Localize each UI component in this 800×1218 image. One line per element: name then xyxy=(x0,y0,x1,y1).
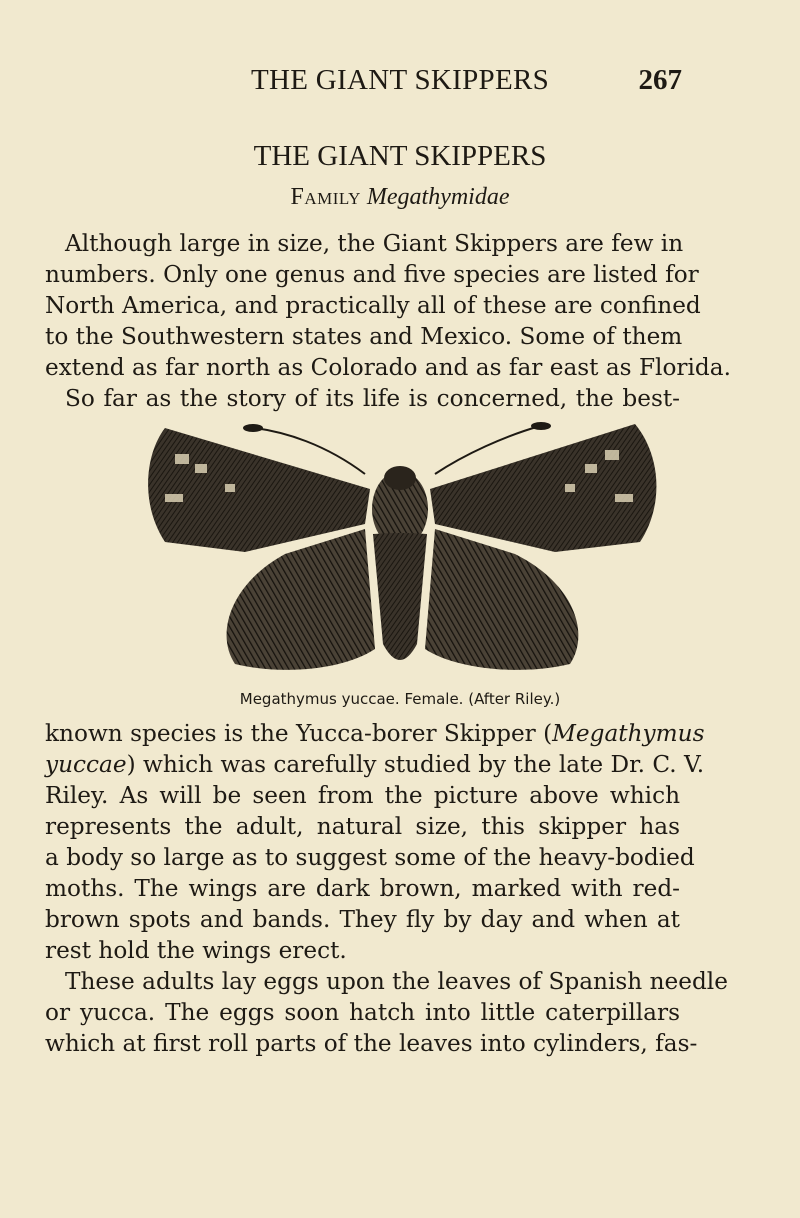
text-line: or yucca. The eggs soon hatch into little caterpillars xyxy=(45,999,680,1026)
text-line: brown spots and bands. They fly by day and when at xyxy=(45,906,680,933)
text-line: Although large in size, the Giant Skippers are few in xyxy=(65,230,684,257)
species-name-part: yuccae xyxy=(45,751,127,778)
text-line: rest hold the wings erect. xyxy=(45,937,347,964)
running-head xyxy=(0,64,800,98)
text-line: Riley. As will be seen from the picture above which xyxy=(45,782,680,809)
family-heading xyxy=(0,184,800,211)
family-label: Family xyxy=(290,184,361,210)
paragraph-intro xyxy=(45,228,731,414)
page-number: 267 xyxy=(638,64,682,96)
text-line: moths. The wings are dark brown, marked with red- xyxy=(45,875,680,902)
species-name-part: Megathymus xyxy=(552,720,705,747)
figure-caption: Megathymus yuccae. Female. (After Riley.) xyxy=(239,690,561,708)
text-line: So far as the story of its life is concerned, the best- xyxy=(65,385,680,412)
moth-illustration-icon xyxy=(135,414,665,682)
text-run: known species is the Yucca-borer Skipper ( xyxy=(45,720,553,747)
text-line: extend as far north as Colorado and as far east as Florida. xyxy=(45,354,731,381)
moth-figure xyxy=(135,414,665,682)
text-line: North America, and practically all of these are confined xyxy=(45,292,701,319)
text-line: to the Southwestern states and Mexico. Some of them xyxy=(45,323,683,350)
text-line: numbers. Only one genus and five species are listed for xyxy=(45,261,699,288)
text-line: which at first roll parts of the leaves into cylinders, fas- xyxy=(45,1030,698,1057)
chapter-title: THE GIANT SKIPPERS xyxy=(253,140,547,172)
text-run: ) which was carefully studied by the late Dr. C. V. xyxy=(126,751,705,778)
text-line: These adults lay eggs upon the leaves of Spanish needle xyxy=(65,968,728,995)
family-name: Megathymidae xyxy=(366,184,510,210)
text-line xyxy=(45,749,705,780)
running-head-title: THE GIANT SKIPPERS xyxy=(250,64,550,96)
paragraph-description xyxy=(45,718,705,966)
text-line xyxy=(45,718,705,749)
text-line: a body so large as to suggest some of the heavy-bodied xyxy=(45,844,695,871)
paragraph-eggs xyxy=(45,966,728,1059)
text-line: represents the adult, natural size, this skipper has xyxy=(45,813,680,840)
